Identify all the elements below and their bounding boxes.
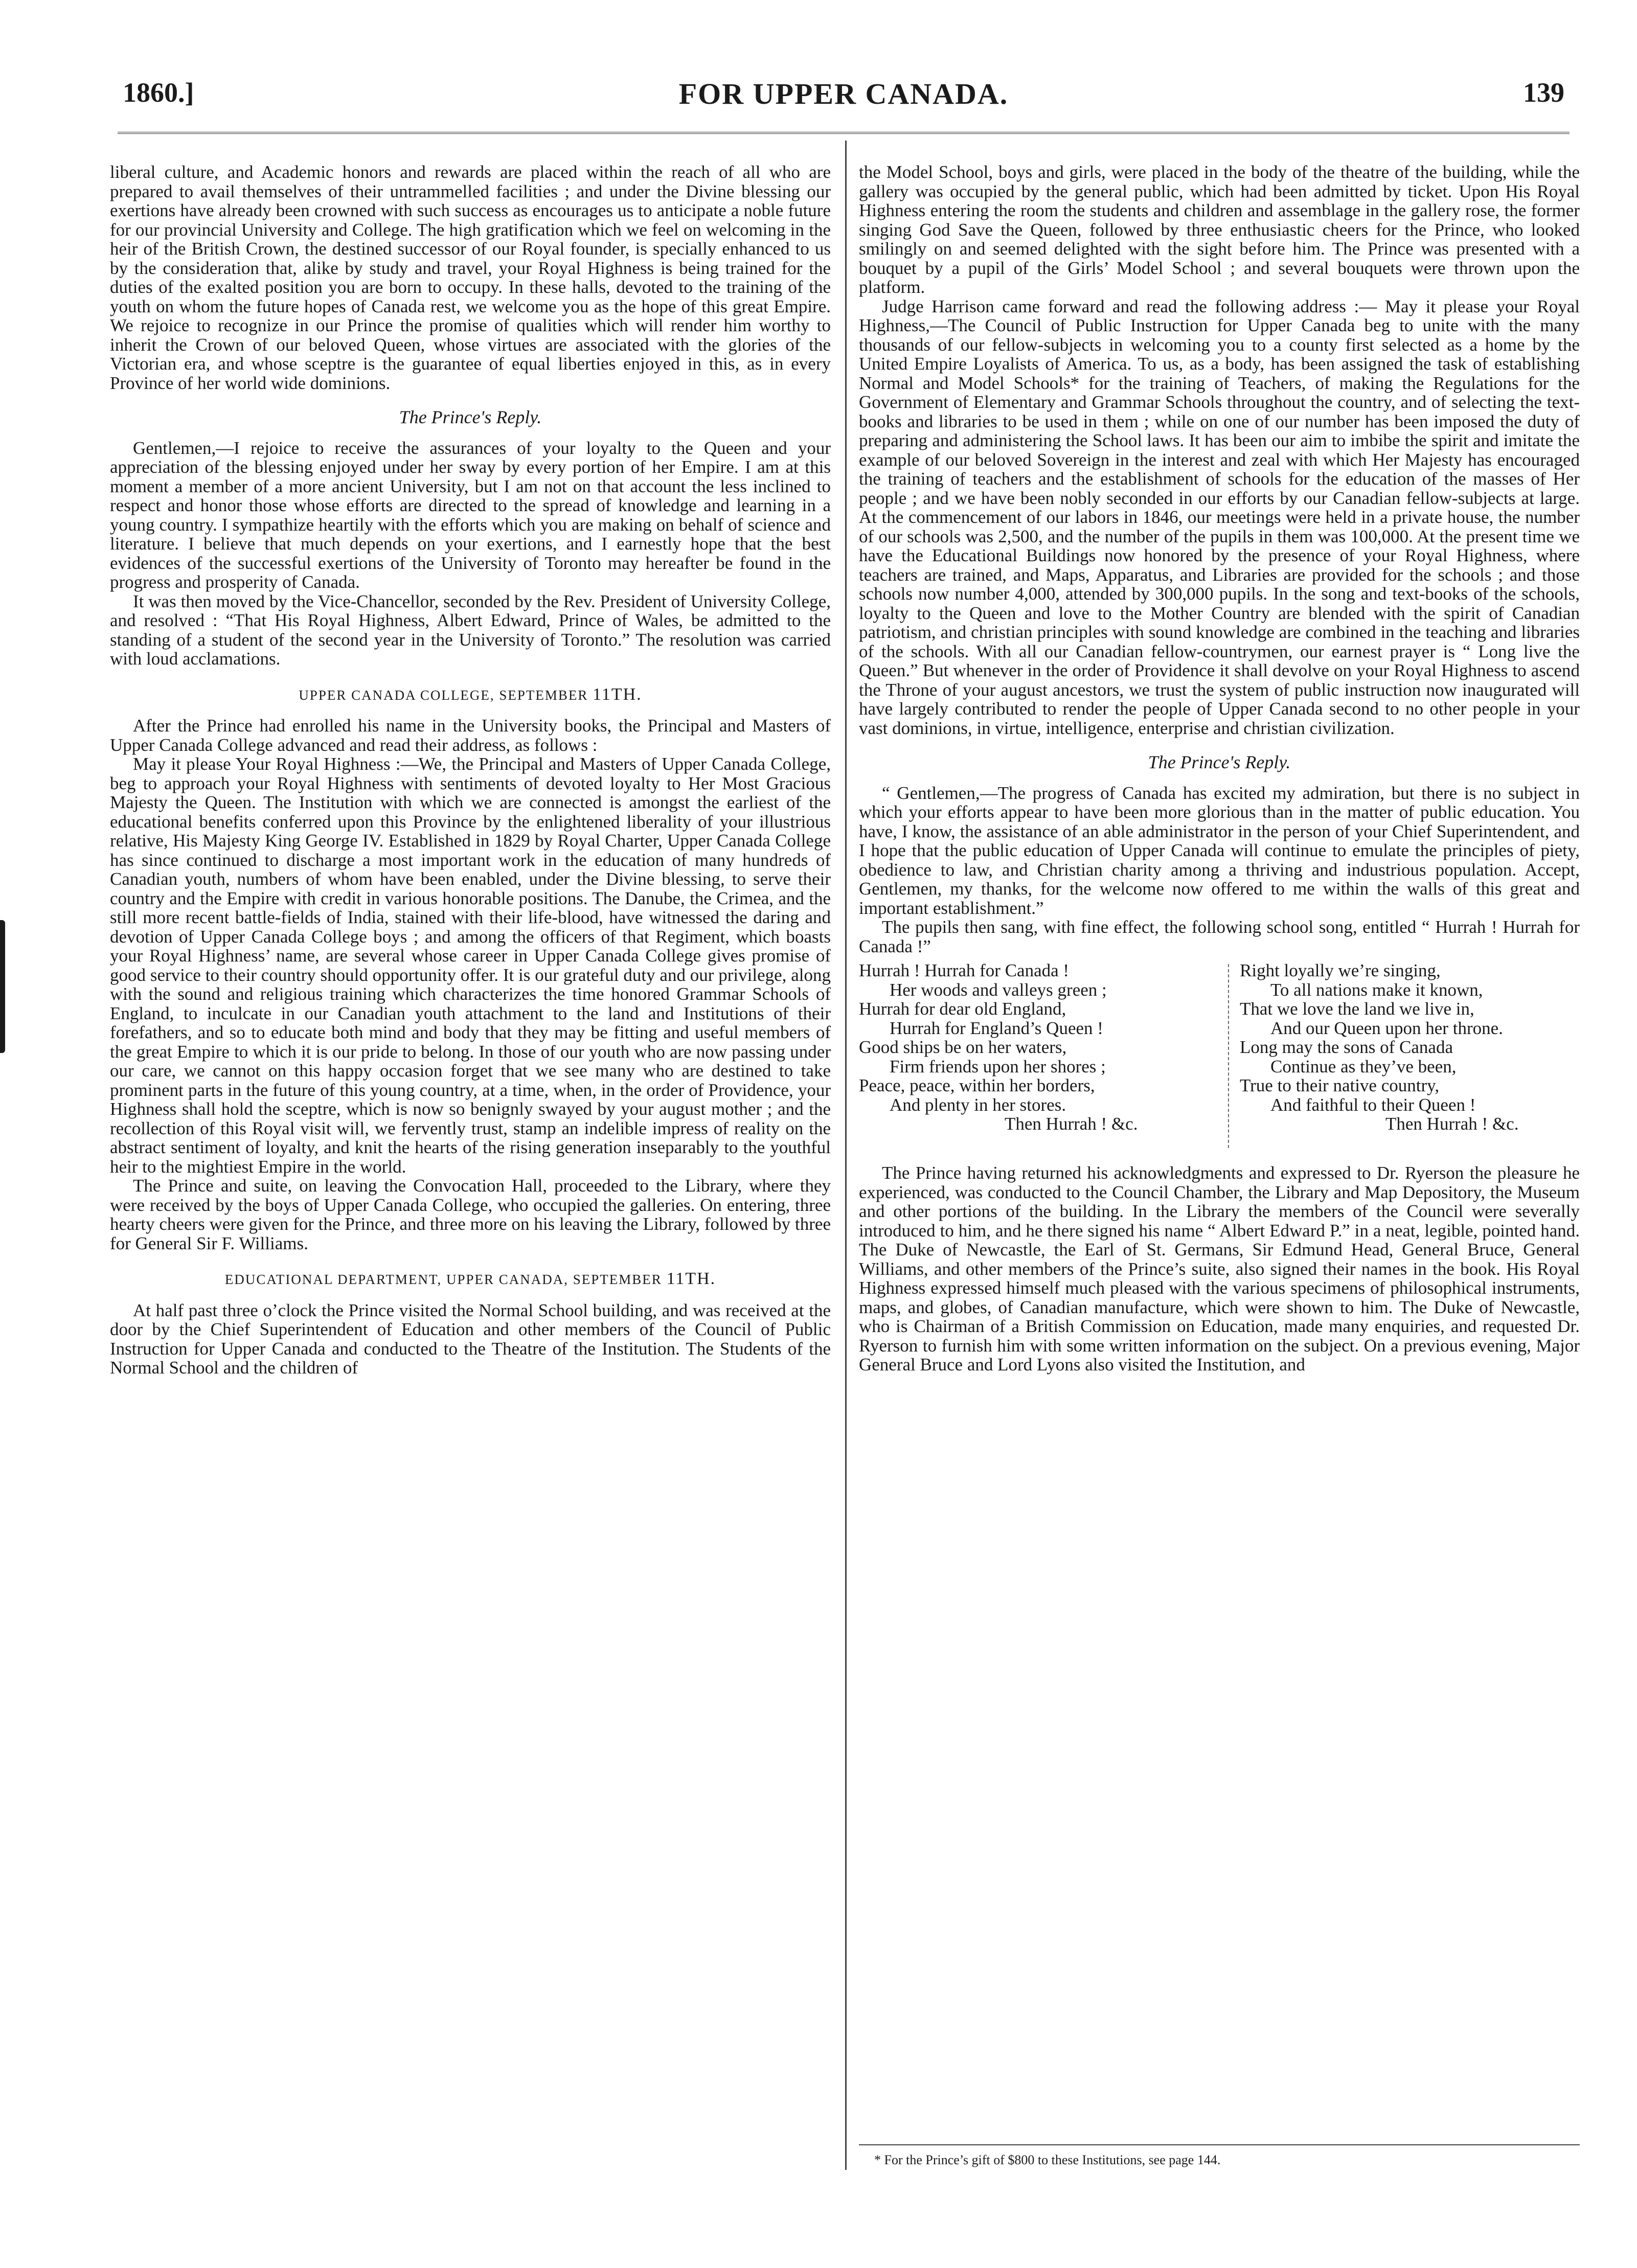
university-address-end: liberal culture, and Academic honors and rewards are placed within the reach of all who are prepared to avail themselves of their untrammelled facilities ; and under the Divine blessing our exertions have already been crowned with such success as encourages us to anticipate a noble future for our provincial University and College. The high gratification which we feel on welcoming in the heir of the British Crown, the destined successor of our Royal founder, is specially enhanced to us by the consideration that, alike by study and travel, your Royal Highness is being trained for the duties of the exalted position you are born to occupy. In these halls, devoted to the training of the youth on whom the future hopes of Canada rest, we welcome you as the hope of this great Empire. We rejoice to recognize in our Prince the promise of qualities which will render him worthy to inherit the Crown of our beloved Queen, whose virtues are associated with the glories of the Victorian era, and whose sceptre is the guarantee of equal liberties enjoyed in this, as in every Province of her world wide dominions. <box>110 163 831 393</box>
song-line: And faithful to their Queen ! <box>1270 1094 1476 1115</box>
song-line: Continue as they’ve been, <box>1270 1056 1457 1076</box>
ucc-intro: After the Prince had enrolled his name in the University books, the Principal and Masters of Upper Canada College advanced and read their address, as follows : <box>110 716 831 755</box>
ucc-address: May it please Your Royal Highness :—We, the Principal and Masters of Upper Canada College, beg to approach your Royal Highness with sentiments of devoted loyalty to Her Most Gracious Majesty the Queen. The Institution with which we are connected is amongst the earliest of the educational benefits conferred upon this Province by the enlightened liberality of your illustrious relative, His Majesty King George IV. Established in 1829 by Royal Charter, Upper Canada College has since continued to discharge a most important work in the education of many hundreds of Canadian youth, numbers of whom have been enabled, under the Divine blessing, to serve their country and the Empire with credit in various honorable positions. The Danube, the Crimea, and the still more recent battle-fields of India, stained with their life-blood, have witnessed the daring and devotion of Upper Canada College boys ; and among the officers of that Regiment, which boasts your Royal Highness’ name, are several whose career in Upper Canada College gives promise of good service to their country should opportunity offer. It is our grateful duty and our privilege, along with the sound and religious training which characterizes the time honored Grammar Schools of England, to inculcate in our Canadian youth attachment to the land and Institutions of their forefathers, and so to educate both mind and body that they may be fitting and useful members of the great Empire to which it is our pride to belong. In those of our youth who are now passing under our care, we cannot on this happy occasion forget that we see many who are destined to take prominent parts in the future of this young country, at a time, when, in the order of Providence, your Highness shall hold the sceptre, which is now so benignly swayed by your august mother ; and the recollection of this Royal visit will, we fervently trust, stamp an indelible impress of reality on the abstract sentiment of loyalty, and knit the hearts of the rising generation inseparably to the youthful heir to the mightiest Empire in the world. <box>110 754 831 1177</box>
song-line: Hurrah for England’s Queen ! <box>890 1018 1103 1038</box>
song-line: Hurrah ! Hurrah for Canada ! <box>859 960 1070 980</box>
song-divider <box>1228 964 1229 1148</box>
song-line: And plenty in her stores. <box>890 1094 1066 1115</box>
song-intro: The pupils then sang, with fine effect, the following school song, entitled “ Hurrah ! Hurrah for Canada !” <box>859 917 1580 956</box>
header-rule <box>118 132 1570 134</box>
prince-reply-education: “ Gentlemen,—The progress of Canada has excited my admiration, but there is no subject in which your efforts appear to have been more glorious than in the matter of public education. You have, I know, the assistance of an able administrator in the person of your Chief Superintendent, and I hope that the public education of Upper Canada will continue to emulate the principles of piety, obedience to law, and Christian charity among a thriving and industrious population. Accept, Gentlemen, my thanks, for the welcome now offered to me within the walls of this great and important establishment.” <box>859 783 1580 918</box>
song-stanza-right <box>1240 961 1580 1134</box>
education-section-heading <box>110 1269 831 1290</box>
right-column <box>859 163 1580 2166</box>
scan-edge-mark <box>0 920 5 1053</box>
page-number: 139 <box>1523 77 1564 108</box>
song-line: True to their native country, <box>1240 1075 1440 1095</box>
library-paragraph: The Prince and suite, on leaving the Convocation Hall, proceeded to the Library, where they were received by the boys of Upper Canada College, who occupied the galleries. On entering, three hearty cheers were given for the Prince, and three more on his leaving the Library, followed by three for General Sir F. Williams. <box>110 1176 831 1253</box>
ucc-section-heading <box>110 685 831 705</box>
ucc-heading-text: UPPER CANADA COLLEGE, SEPTEMBER <box>299 687 588 703</box>
normal-school-intro: At half past three o’clock the Prince visited the Normal School building, and was received at the door by the Chief Superintendent of Education and other members of the Council of Public Instruction for Upper Canada and conducted to the Theatre of the Institution. The Students of the Normal School and the children of <box>110 1300 831 1378</box>
song-refrain: Then Hurrah ! &c. <box>1005 1114 1138 1134</box>
harrison-address: Judge Harrison came forward and read the following address :— May it please your Royal Highness,—The Council of Public Instruction for Upper Canada beg to unite with the many thousands of our fellow-subjects in welcoming you to a county first selected as a home by the United Empire Loyalists of America. To us, as a body, has been assigned the task of establishing Normal and Model Schools* for the training of Teachers, of making the Regulations for the Government of Elementary and Grammar Schools throughout the country, and of selecting the text-books and libraries to be used in them ; while on one of our number has been imposed the duty of preparing and administering the School laws. It has been our aim to imbibe the spirit and imitate the example of our beloved Sovereign in the interest and zeal with which Her Majesty has encouraged the training of teachers and the establishment of schools for the education of the masses of Her people ; and we have been nobly seconded in our efforts by our Canadian fellow-subjects at large. At the commencement of our labors in 1846, our meetings were held in a private house, the number of our schools was 2,500, and the number of the pupils in them was 100,000. At the present time we have the Educational Buildings now honored by the presence of your Royal Highness, where teachers are trained, and Maps, Apparatus, and Libraries are provided for the schools ; and those schools now number 4,000, attended by 300,000 pupils. In the song and text-books of the schools, loyalty to the Queen and love to the Mother Country are blended with the spirit of Canadian patriotism, and christian principles with sound knowledge are combined in the teaching and libraries of the schools. With all our Canadian fellow-countrymen, our earnest prayer is “ Long live the Queen.” But whenever in the order of Providence it shall devolve on your Royal Highness to ascend the Throne of your august ancestors, we trust the system of public instruction now inaugurated will have largely contributed to render the people of Upper Canada second to no other people in your vast dominions, in virtue, intelligence, enterprise and christian civilization. <box>859 296 1580 738</box>
song-line: Long may the sons of Canada <box>1240 1037 1453 1057</box>
school-song <box>859 961 1580 1150</box>
column-divider <box>845 141 847 2170</box>
prince-reply-heading: The Prince's Reply. <box>399 407 542 427</box>
song-line: Hurrah for dear old England, <box>859 999 1066 1019</box>
prince-reply-university: Gentlemen,—I rejoice to receive the assurances of your loyalty to the Queen and your appreciation of the blessing enjoyed under her sway by every portion of her Empire. I am at this moment a member of a more ancient University, but I am not on that account the less inclined to respect and honor those whose efforts are directed to the spread of knowledge and learning in a young country. I sympathize heartily with the efforts which you are making on behalf of science and literature. I believe that much depends on your exertions, and I earnestly hope that the best evidences of the successful exertions of the University of Toronto may hereafter be found in the progress and prosperity of Canada. <box>110 438 831 592</box>
song-line: And our Queen upon her throne. <box>1270 1018 1503 1038</box>
footnote: * For the Prince’s gift of $800 to these Institutions, see page 144. <box>874 2152 1221 2167</box>
song-stanza-left <box>859 961 1217 1134</box>
song-line: Good ships be on her waters, <box>859 1037 1067 1057</box>
model-school-paragraph: the Model School, boys and girls, were placed in the body of the theatre of the building, while the gallery was occupied by the general public, which had been admitted by ticket. Upon His Royal Highness entering the room the students and children and assemblage in the gallery rose, the former singing God Save the Queen, followed by three enthusiastic cheers for the Prince, who looked smilingly on and seemed delighted with the sight before him. The Prince was presented with a bouquet by a pupil of the Girls’ Model School ; and several bouquets were thrown upon the platform. <box>859 163 1580 297</box>
ucc-heading-day: 11TH. <box>593 684 642 704</box>
song-refrain: Then Hurrah ! &c. <box>1385 1114 1519 1134</box>
resolution-paragraph: It was then moved by the Vice-Chancellor, seconded by the Rev. President of University College, and resolved : “That His Royal Highness, Albert Edward, Prince of Wales, be admitted to the standing of a student of the second year in the University of Toronto.” The resolution was carried with loud acclamations. <box>110 591 831 669</box>
closing-paragraph: The Prince having returned his acknowledgments and expressed to Dr. Ryerson the pleasure he experienced, was conducted to the Council Chamber, the Library and Map Depository, the Museum and other portions of the building. In the Library the members of the Council were severally introduced to him, and he there signed his name “ Albert Edward P.” in a neat, legible, pointed hand. The Duke of Newcastle, the Earl of St. Germans, Sir Edmund Head, General Bruce, General Williams, and other members of the Prince’s suite, also signed their names in the book. His Royal Highness expressed himself much pleased with the various specimens of philosophical instruments, maps, and globes, of Canadian manufacture, which were shown to him. The Duke of Newcastle, who is Chairman of a British Commission on Education, made many enquiries, and requested Dr. Ryerson to furnish him with some written information on the subject. On a previous evening, Major General Bruce and Lord Lyons also visited the Institution, and <box>859 1163 1580 1374</box>
song-line: Right loyally we’re singing, <box>1240 960 1441 980</box>
song-line: Peace, peace, within her borders, <box>859 1075 1095 1095</box>
education-heading-day: 11TH. <box>666 1269 716 1288</box>
header-title: FOR UPPER CANADA. <box>678 77 1009 110</box>
left-column <box>110 163 831 2166</box>
song-line: Her woods and valleys green ; <box>890 979 1107 1000</box>
education-heading-text: EDUCATIONAL DEPARTMENT, UPPER CANADA, SEPTEMBER <box>224 1272 662 1287</box>
page-header <box>123 77 1564 118</box>
header-year: 1860.] <box>123 77 194 108</box>
song-line: That we love the land we live in, <box>1240 999 1474 1019</box>
second-reply-heading: The Prince's Reply. <box>1148 752 1291 772</box>
footnote-rule <box>859 2144 1580 2145</box>
song-line: To all nations make it known, <box>1270 979 1483 1000</box>
song-line: Firm friends upon her shores ; <box>890 1056 1106 1076</box>
